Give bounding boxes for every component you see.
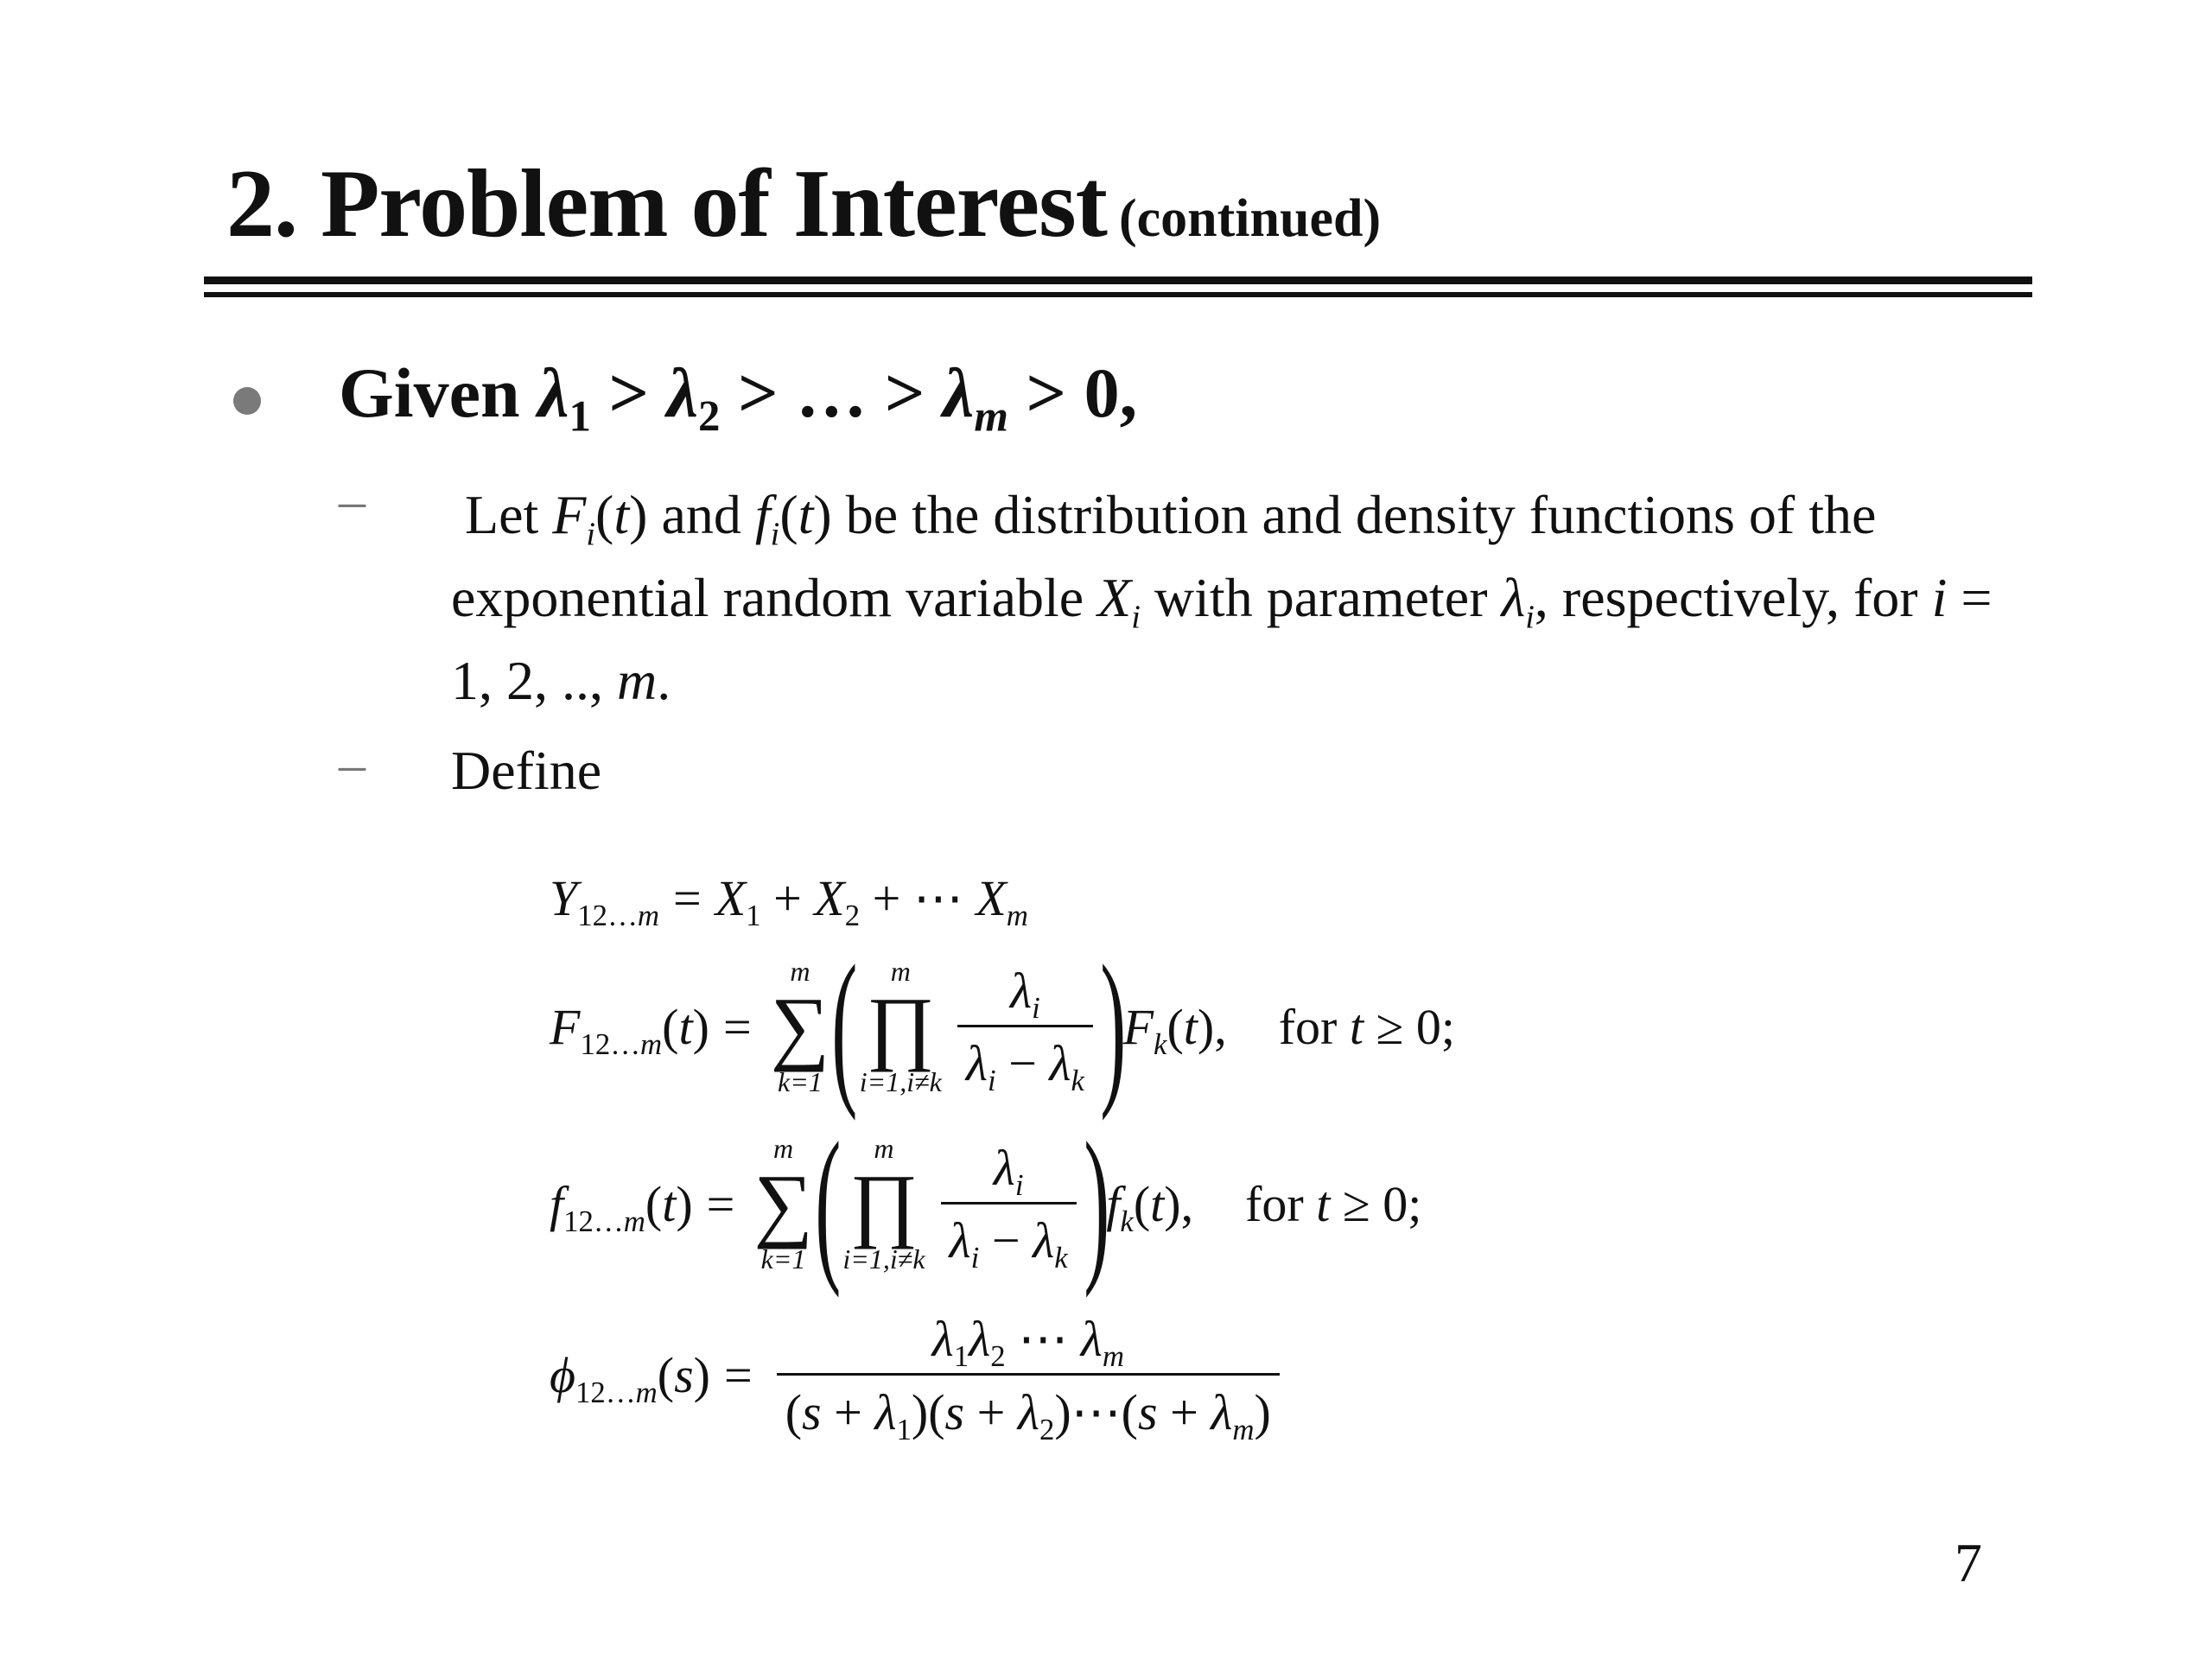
title-rule-top	[204, 276, 2032, 284]
page-number: 7	[1955, 1532, 1982, 1593]
page-title	[226, 149, 1381, 260]
title-suffix: (continued)	[1118, 189, 1382, 248]
title-rule-bottom	[204, 292, 2032, 297]
given-word: Given	[339, 353, 520, 432]
bullet-given: Given $\lambda_1 > \lambda_2$ > … > $\lambda_m > 0$,	[339, 353, 1138, 441]
given-tail: > 0,	[1026, 353, 1138, 432]
title-main: 2. Problem of Interest	[226, 150, 1107, 257]
equation-distribution: $F_{12\dots m}(t)$ = m ∑ k=1 ( m ∏ i=1,i≠k $\frac{\lambda_i}{\lambda_i - \lambda_k}$ ) $F_k(t)$, for t ≥ 0;	[550, 931, 1455, 1122]
dash-icon: –	[339, 472, 365, 531]
dash-icon: –	[339, 735, 365, 794]
sub-item-let: Let $F_i(t)$ and $f_i(t)$ be the distribution and density functions of the exponential random variable $X_i$ with parameter $\lambda_i$, respectively, for i = 1, 2, .., m.	[451, 484, 1993, 711]
equation-transform: $\phi_{12\dots m}(s)$ = $\frac{\lambda_1\lambda_2 \cdots \lambda_m}{(s + \lambda_1)(s + \lambda_2)\cdots(s + \lambda_m)}$	[550, 1309, 1290, 1441]
bullet-icon	[233, 387, 261, 415]
equation-density: $f_{12\dots m}(t)$ = m ∑ k=1 ( m ∏ i=1,i≠k $\frac{\lambda_i}{\lambda_i - \lambda_k}$ ) $f_k(t)$, for t ≥ 0;	[550, 1108, 1422, 1299]
define-label: Define	[451, 740, 602, 801]
equation-sum-definition: $Y_{12\dots m}$ = $X_1 + X_2$ + ⋯ $X_m$	[550, 869, 1028, 933]
